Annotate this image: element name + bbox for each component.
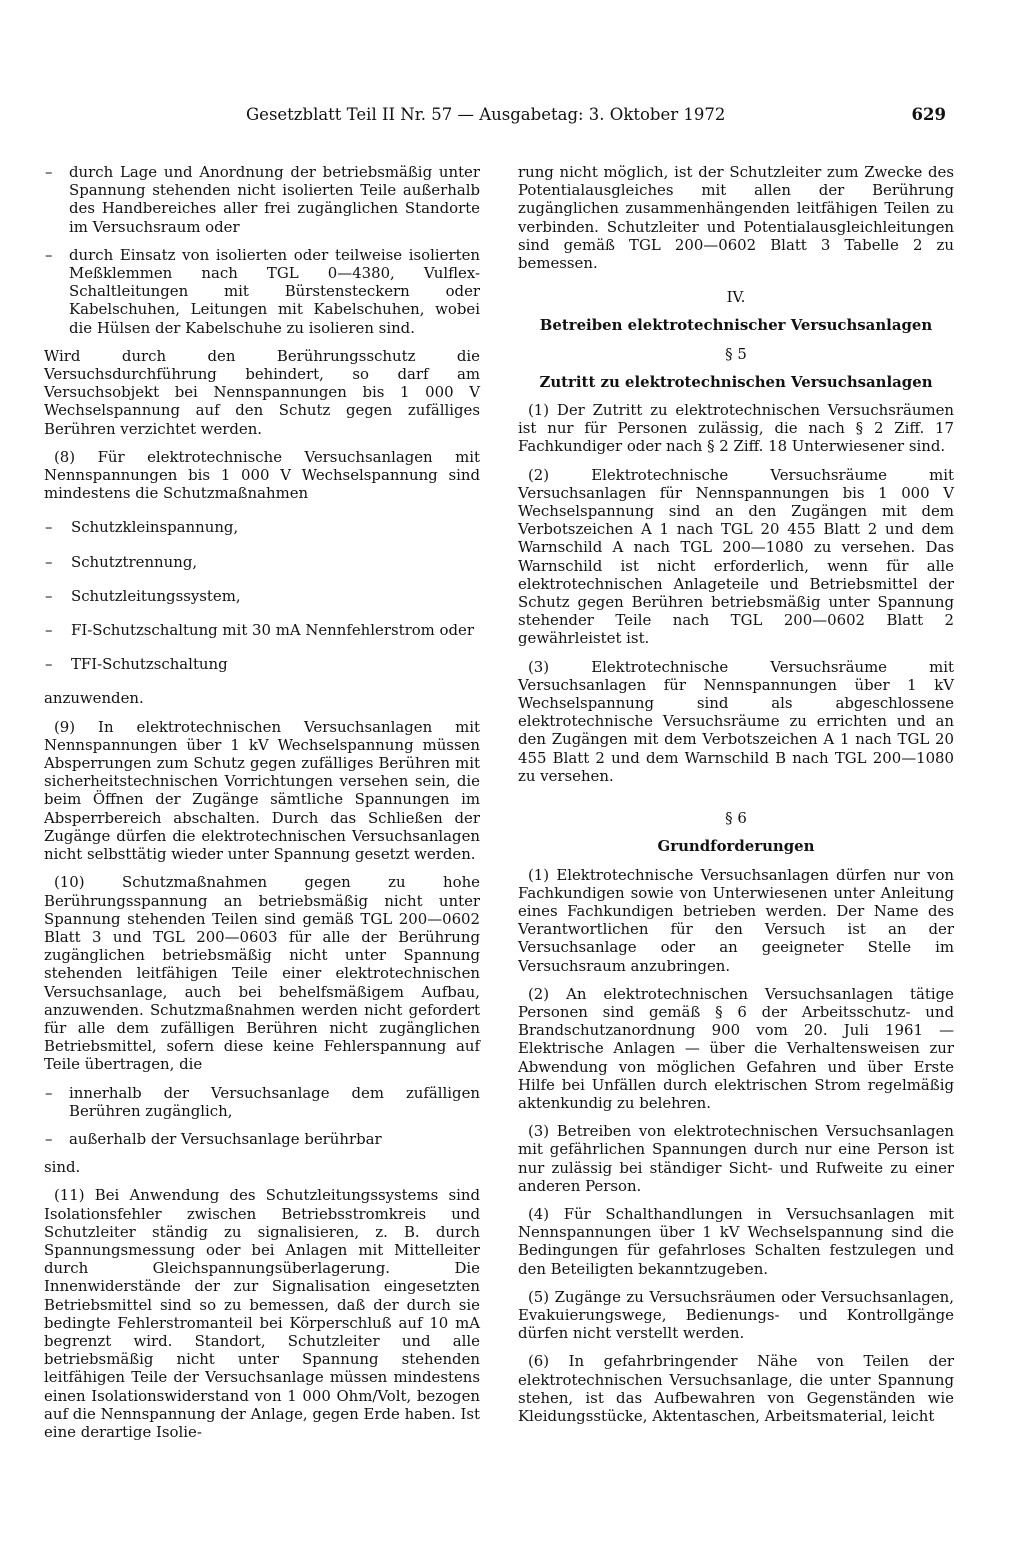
paragraph: (2) Elektrotechnische Versuchsräume mit Versuchsanlagen für Nennspannungen bis 1 000 V Wechselspannung sind an den Zugängen mit dem Verbotszeichen A 1 nach TGL 20 455 Blatt 2 und dem Warnschild A nach TGL 200—1080 zu versehen. Das Warnschild ist nicht erforderlich, wenn für alle elektrotechnischen Anlageteile und Betriebsmittel der Schutz gegen Berühren betriebsmäßig unter Spannung stehender Teile nach TGL 200—0602 Blatt 2 gewährleistet ist. [518, 465, 954, 648]
list-item: – Schutztrennung, [45, 552, 198, 571]
paragraph: sind. [44, 1158, 81, 1177]
paragraph: (6) In gefahrbringender Nähe von Teilen der elektrotechnischen Versuchsanlage, die unter Spannung stehen, ist das Aufbewahren von Gegenständen wie Kleidungsstücke, Aktentaschen, Arbeitsmaterial, leicht [518, 1352, 954, 1425]
paragraph-title: Zutritt zu elektrotechnischen Versuchsanlagen [539, 372, 933, 391]
paragraph: (3) Betreiben von elektrotechnischen Versuchsanlagen mit gefährlichen Spannungen durch nur eine Person ist nur zulässig bei ständiger Sicht- und Rufweite zu einer anderen Person. [518, 1122, 954, 1195]
paragraph: (1) Elektrotechnische Versuchsanlagen dürfen nur von Fachkundigen sowie von Unterwiesenen unter Anleitung eines Fachkundigen betrieben werden. Der Name des Verantwortlichen für den Versuch ist an der Versuchsanlage oder an geeigneter Stelle im Versuchsraum anzubringen. [518, 865, 954, 975]
page-header [246, 105, 946, 131]
section-number: IV. [726, 288, 746, 307]
dash-item: – außerhalb der Versuchsanlage berührbar [45, 1129, 382, 1148]
paragraph: anzuwenden. [44, 689, 144, 708]
list-item-text: Schutzkleinspannung, [71, 518, 239, 537]
list-item-text: Schutzleitungssystem, [71, 586, 241, 605]
right-column [518, 163, 954, 1435]
list-item: – Schutzkleinspannung, [45, 518, 239, 537]
paragraph: (3) Elektrotechnische Versuchsräume mit Versuchsanlagen für Nennspannungen über 1 kV Wechselspannung sind als abgeschlossene elektrotechnische Versuchsräume zu errichten und an den Zugängen mit dem Verbotszeichen A 1 nach TGL 20 455 Blatt 2 und dem Warnschild B nach TGL 200—1080 zu versehen. [518, 657, 954, 785]
dash-item-text: durch Einsatz von isolierten oder teilweise isolierten Meßklemmen nach TGL 0—4380, Vulflex-Schaltleitungen mit Bürstensteckern oder Kabelschuhen, Leitungen mit Kabelschuhen, wobei die Hülsen der Kabelschuhe zu isolieren sind. [69, 245, 480, 337]
paragraph-11: (11) Bei Anwendung des Schutzleitungssystems sind Isolationsfehler zwischen Betriebsstromkreis und Schutzleiter ständig zu signalisieren, z. B. durch Spannungsmessung oder bei Anlagen mit Mittelleiter durch Gleichspannungsüberlagerung. Die Innenwiderstände der zur Signalisation eingesetzten Betriebsmittel sind so zu bemessen, daß der durch sie bedingte Fehlerstromanteil bei Körperschluß auf 10 mA begrenzt wird. Standort, Schutzleiter und alle betriebsmäßig nicht unter Spannung stehenden leitfähigen Teile der Versuchsanlage müssen mindestens einen Isolationswiderstand von 1 000 Ohm/Volt, bezogen auf die Nennspannung der Anlage, gegen Erde haben. Ist eine derartige Isolie- [44, 1186, 480, 1441]
paragraph-heading: § 6 [725, 809, 747, 828]
dash-item-text: durch Lage und Anordnung der betriebsmäßig unter Spannung stehenden nicht isolierten Teile außerhalb des Handbereiches aller frei zugänglichen Standorte im Versuchsraum oder [69, 163, 480, 236]
dash-item-text: außerhalb der Versuchsanlage berührbar [69, 1129, 382, 1148]
left-column [44, 163, 480, 1451]
list-item-text: Schutztrennung, [71, 552, 198, 571]
list-item: – FI-Schutzschaltung mit 30 mA Nennfehlerstrom oder [45, 621, 474, 640]
paragraph: Wird durch den Berührungsschutz die Versuchsdurchführung behindert, so darf am Versuchsobjekt bei Nennspannungen bis 1 000 V Wechselspannung auf den Schutz gegen zufälliges Berühren verzichtet werden. [44, 346, 480, 438]
list-item: – TFI-Schutzschaltung [45, 655, 228, 674]
paragraph: (5) Zugänge zu Versuchsräumen oder Versuchsanlagen, Evakuierungswege, Bedienungs- und Kontrollgänge dürfen nicht verstellt werden. [518, 1287, 954, 1343]
list-item-text: FI-Schutzschaltung mit 30 mA Nennfehlerstrom oder [71, 621, 474, 640]
paragraph: (4) Für Schalthandlungen in Versuchsanlagen mit Nennspannungen über 1 kV Wechselspannung sind die Bedingungen für gefahrloses Schalten festzulegen und den Beteiligten bekanntzugeben. [518, 1204, 954, 1278]
page-number: 629 [911, 105, 946, 124]
dash-item: – durch Einsatz von isolierten oder teilweise isolierten Meßklemmen nach TGL 0—4380, Vulflex-Schaltleitungen mit Bürstensteckern oder Kabelschuhen, Leitungen mit Kabelschuhen, wobei die Hülsen der Kabelschuhe zu isolieren sind. [45, 245, 480, 337]
paragraph: (1) Der Zutritt zu elektrotechnischen Versuchsräumen ist nur für Personen zulässig, die nach § 2 Ziff. 17 Fachkundiger oder nach § 2 Ziff. 18 Unterwiesener sind. [518, 401, 954, 456]
paragraph-8: (8) Für elektrotechnische Versuchsanlagen mit Nennspannungen bis 1 000 V Wechselspannung sind mindestens die Schutzmaßnahmen [44, 447, 480, 503]
section-title: Betreiben elektrotechnischer Versuchsanlagen [539, 316, 933, 335]
paragraph-title: Grundforderungen [657, 837, 815, 856]
dash-item: – innerhalb der Versuchsanlage dem zufälligen Berühren zugänglich, [45, 1083, 480, 1120]
paragraph-9: (9) In elektrotechnischen Versuchsanlagen mit Nennspannungen über 1 kV Wechselspannung müssen Absperrungen zum Schutz gegen zufälliges Berühren mit sicherheitstechnischen Vorrichtungen versehen sein, die beim Öffnen der Zugänge sämtliche Spannungen im Absperrbereich abschalten. Durch das Schließen der Zugänge dürfen die elektrotechnischen Versuchsanlagen nicht selbsttätig wieder unter Spannung gesetzt werden. [44, 717, 480, 864]
paragraph: rung nicht möglich, ist der Schutzleiter zum Zwecke des Potentialausgleiches mit allen der Berührung zugänglichen zusammenhängenden leitfähigen Teilen zu verbinden. Schutzleiter und Potentialausgleichleitungen sind gemäß TGL 200—0602 Blatt 3 Tabelle 2 zu bemessen. [518, 163, 954, 273]
dash-item-text: innerhalb der Versuchsanlage dem zufälligen Berühren zugänglich, [69, 1083, 480, 1120]
dash-item: – durch Lage und Anordnung der betriebsmäßig unter Spannung stehenden nicht isolierten Teile außerhalb des Handbereiches aller frei zugänglichen Standorte im Versuchsraum oder [45, 163, 480, 236]
paragraph-10: (10) Schutzmaßnahmen gegen zu hohe Berührungsspannung an betriebsmäßig nicht unter Spannung stehenden Teilen sind gemäß TGL 200—0602 Blatt 3 und TGL 200—0603 für alle der Berührung zugänglichen betriebsmäßig nicht unter Spannung stehenden leitfähigen Teile einer elektrotechnischen Versuchsanlage, auch bei behelfsmäßigem Aufbau, anzuwenden. Schutzmaßnahmen werden nicht gefordert für alle dem zufälligen Berühren nicht zugänglichen Betriebsmittel, sofern diese keine Fehlerspannung auf Teile übertragen, die [44, 873, 480, 1074]
paragraph: (2) An elektrotechnischen Versuchsanlagen tätige Personen sind gemäß § 6 der Arbeitsschutz- und Brandschutzanordnung 900 vom 20. Juli 1961 — Elektrische Anlagen — über die Verhaltensweisen zur Abwendung von möglichen Gefahren und über Erste Hilfe bei Unfällen durch elektrischen Strom regelmäßig aktenkundig zu belehren. [518, 984, 954, 1112]
header-title: Gesetzblatt Teil II Nr. 57 — Ausgabetag: 3. Oktober 1972 [246, 105, 726, 124]
paragraph-heading: § 5 [725, 344, 747, 363]
list-item: – Schutzleitungssystem, [45, 586, 241, 605]
list-item-text: TFI-Schutzschaltung [71, 655, 228, 674]
